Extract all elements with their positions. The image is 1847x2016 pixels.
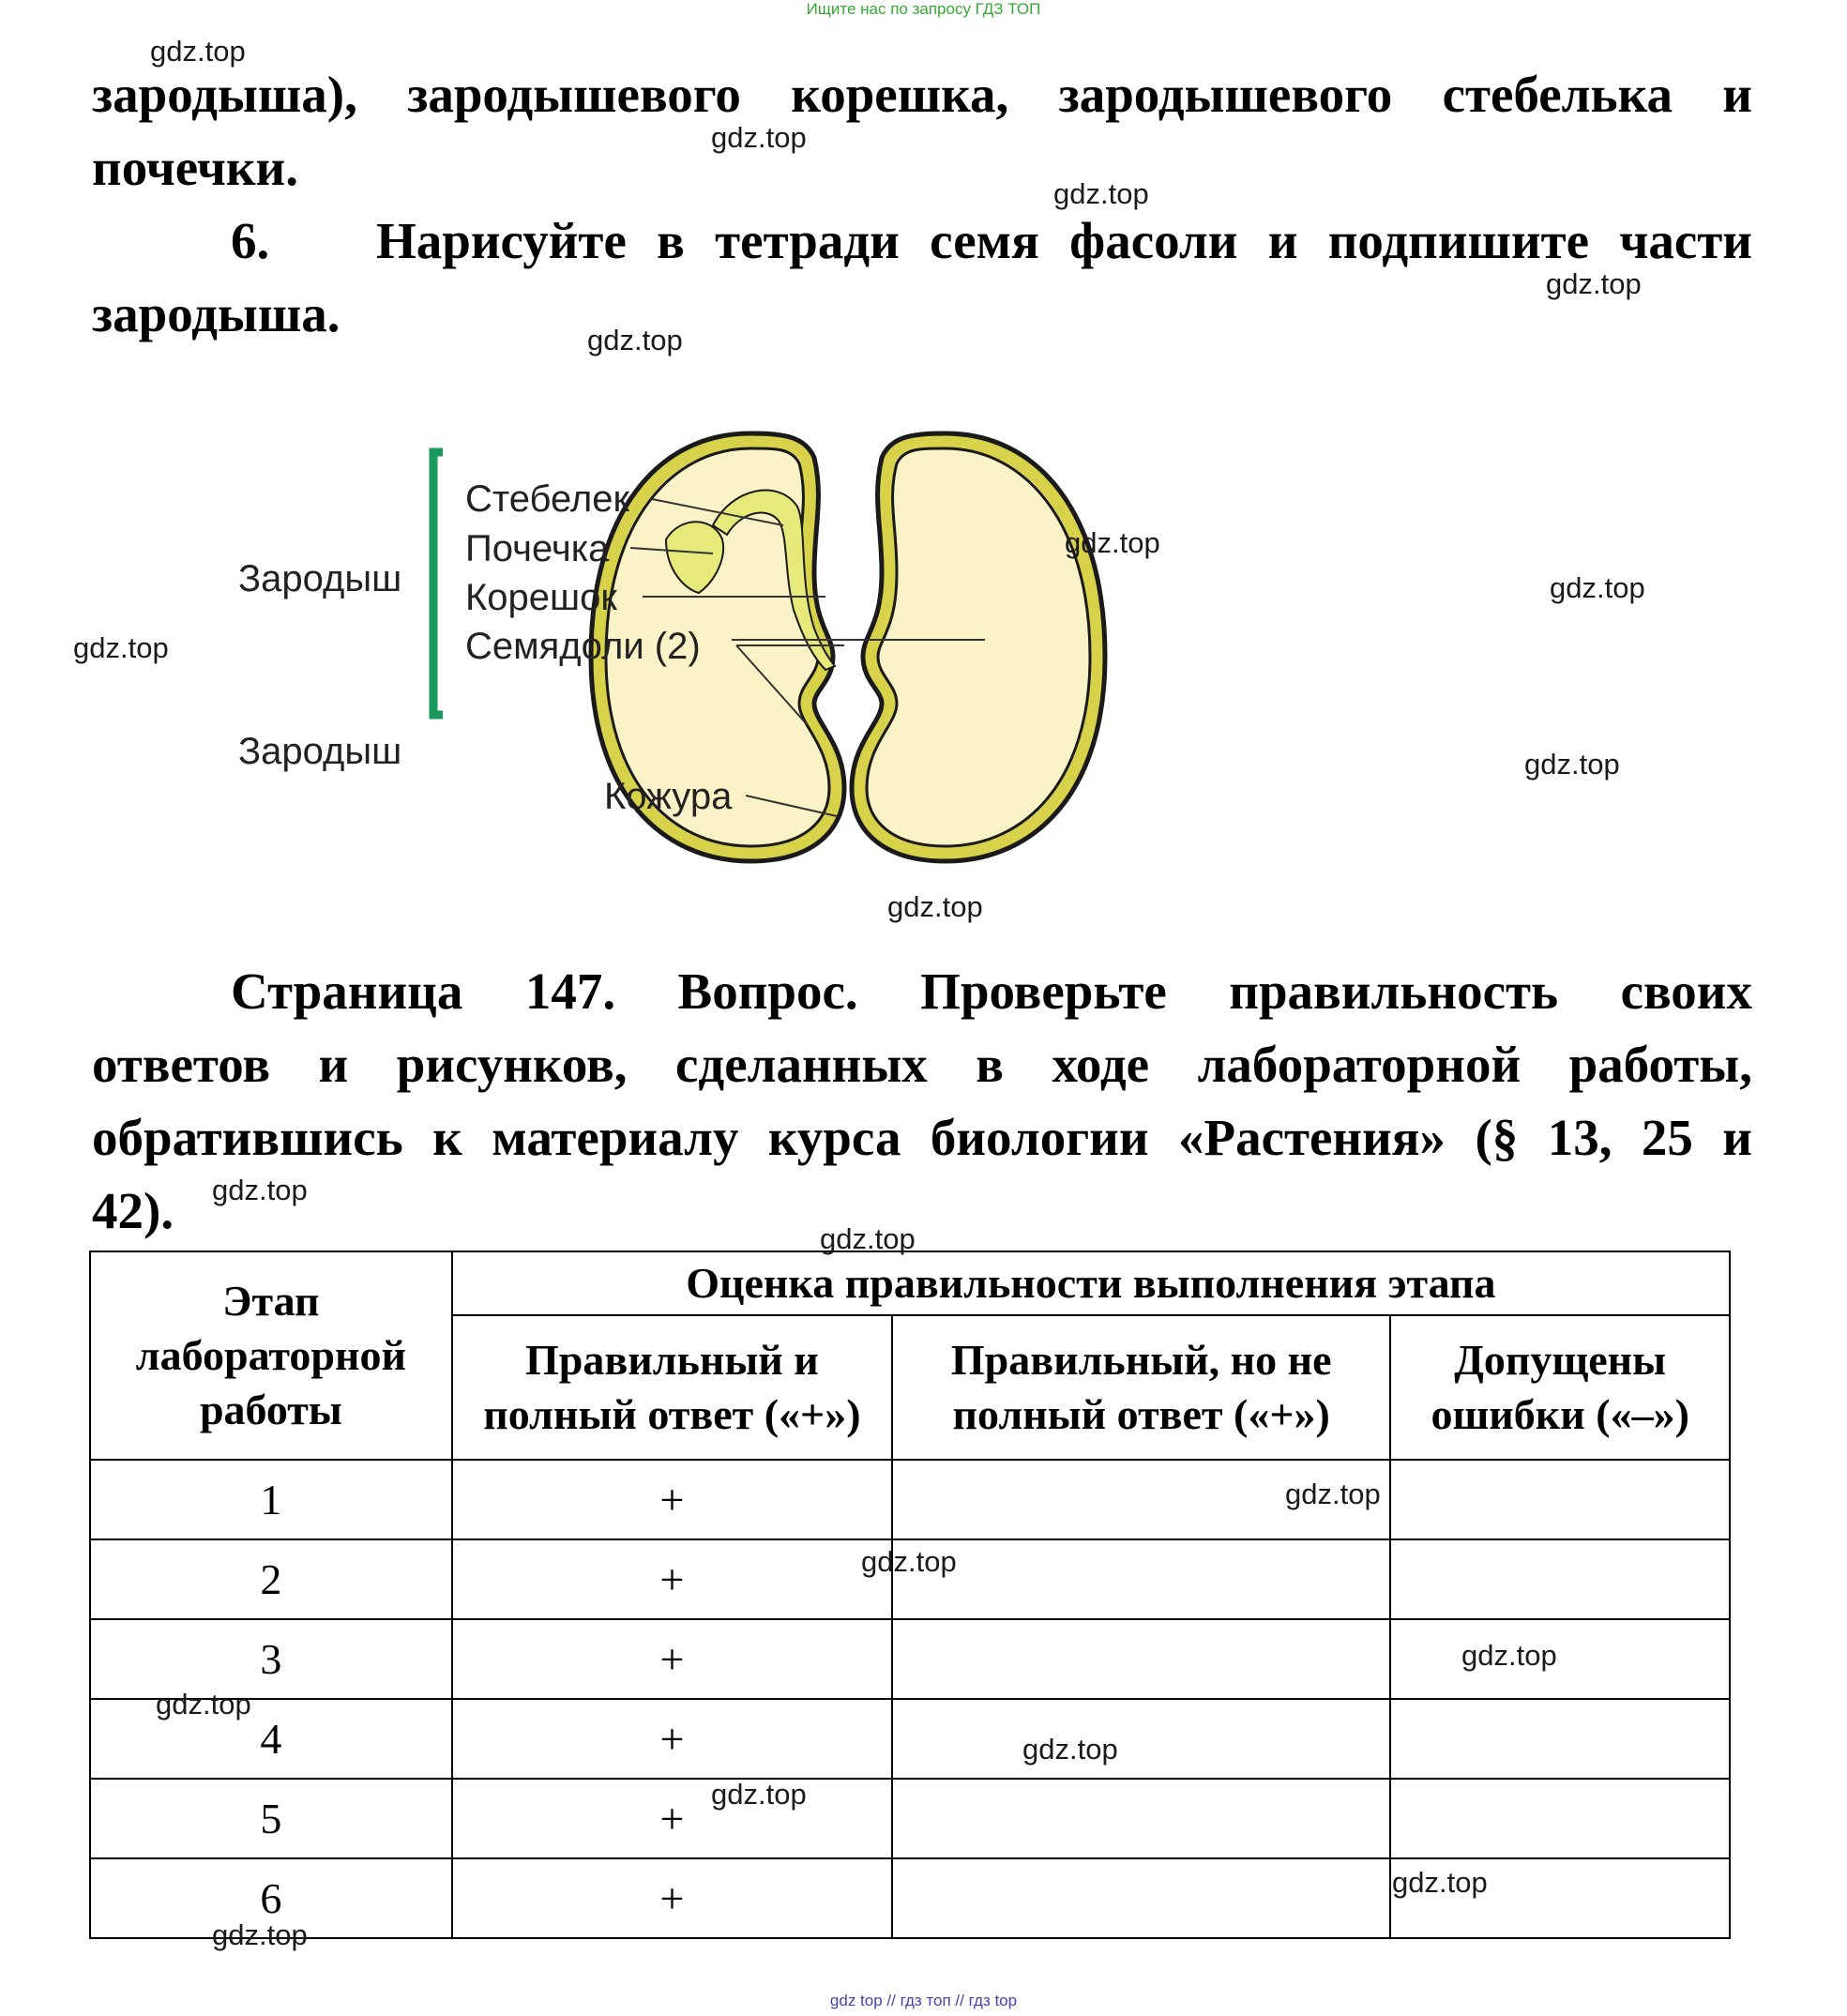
cell-correct-full: + xyxy=(452,1699,892,1779)
table-row xyxy=(90,1460,1730,1539)
header-evaluation: Оценка правильности выполнения этапа xyxy=(452,1251,1730,1315)
cell-errors xyxy=(1390,1699,1730,1779)
watermark: gdz.top xyxy=(887,890,983,923)
cell-stage: 4 xyxy=(90,1699,452,1779)
watermark: gdz.top xyxy=(820,1222,916,1255)
watermark: gdz.top xyxy=(1524,748,1620,781)
bean-seed-figure xyxy=(225,347,1276,891)
cell-correct-full: + xyxy=(452,1619,892,1699)
question-text: Страница 147. Вопрос. Проверьте правильность своих xyxy=(231,963,1752,1020)
watermark: gdz.top xyxy=(711,1778,807,1811)
cell-stage: 1 xyxy=(90,1460,452,1539)
table-row xyxy=(90,1779,1730,1858)
cell-errors xyxy=(1390,1779,1730,1858)
question-6 xyxy=(92,205,1752,278)
header-stage: Этап лабораторной работы xyxy=(90,1251,452,1460)
cell-correct-incomplete xyxy=(892,1539,1390,1619)
watermark: gdz.top xyxy=(156,1688,251,1720)
question-text: Нарисуйте в тетради семя фасоли и подпишите части xyxy=(376,212,1752,269)
watermark: gdz.top xyxy=(1550,571,1645,604)
cell-stage: 6 xyxy=(90,1858,452,1938)
cell-stage: 3 xyxy=(90,1619,452,1699)
watermark: gdz.top xyxy=(73,631,169,664)
label-coat: Кожура xyxy=(604,776,733,817)
watermark: gdz.top xyxy=(150,35,246,68)
right-cotyledon xyxy=(859,441,1098,854)
question-line: зародыша. xyxy=(92,285,341,342)
cell-correct-full: + xyxy=(452,1779,892,1858)
watermark: gdz.top xyxy=(1022,1733,1118,1766)
question-line: 42). xyxy=(92,1182,174,1239)
answer-line: зародыша), зародышевого корешка, зародышевого стебелька и xyxy=(92,66,1752,123)
cell-stage: 2 xyxy=(90,1539,452,1619)
header-correct-full: Правильный и полный ответ («+») xyxy=(452,1315,892,1460)
watermark: gdz.top xyxy=(212,1174,308,1206)
cell-errors xyxy=(1390,1539,1730,1619)
label-cotyledons: Семядоли (2) xyxy=(465,626,701,667)
watermark: gdz.top xyxy=(1546,267,1642,300)
footer: gdz top // гдз топ // гдз top xyxy=(829,1992,1018,2009)
cell-correct-incomplete xyxy=(892,1619,1390,1699)
header-correct-incomplete: Правильный, но не полный ответ («+») xyxy=(892,1315,1390,1460)
cell-correct-full: + xyxy=(452,1539,892,1619)
watermark: gdz.top xyxy=(1461,1639,1557,1672)
label-bud: Почечка xyxy=(465,528,610,569)
cell-correct-full: + xyxy=(452,1460,892,1539)
watermark: gdz.top xyxy=(1285,1478,1381,1510)
watermark: gdz.top xyxy=(861,1545,957,1578)
watermark: gdz.top xyxy=(711,121,807,154)
label-embryo: Зародыш xyxy=(238,558,402,599)
answer-line: почечки. xyxy=(92,139,298,196)
watermark: gdz.top xyxy=(587,324,683,356)
label-root: Корешок xyxy=(465,577,617,618)
label-stem: Стебелек xyxy=(465,478,630,520)
question-number: 6. xyxy=(231,212,270,269)
top-banner: Ищите нас по запросу ГДЗ ТОП xyxy=(806,0,1041,18)
cell-correct-incomplete xyxy=(892,1858,1390,1938)
question-line: ответов и рисунков, сделанных в ходе лабораторной работы, xyxy=(92,1036,1752,1093)
cell-errors xyxy=(1390,1619,1730,1699)
cell-errors xyxy=(1390,1460,1730,1539)
header-errors: Допущены ошибки («–») xyxy=(1390,1315,1730,1460)
watermark: gdz.top xyxy=(212,1918,308,1951)
question-line: обратившись к материалу курса биологии «Растения» (§ 13, 25 и xyxy=(92,1109,1752,1166)
watermark: gdz.top xyxy=(1053,177,1149,210)
watermark: gdz.top xyxy=(1065,526,1160,559)
evaluation-table xyxy=(89,1251,1731,1939)
cell-correct-incomplete xyxy=(892,1779,1390,1858)
label-embryo-lower: Зародыш xyxy=(238,731,402,772)
cell-correct-full: + xyxy=(452,1858,892,1938)
table-row xyxy=(90,1699,1730,1779)
watermark: gdz.top xyxy=(1392,1866,1488,1899)
question-147 xyxy=(92,955,1752,1028)
cell-stage: 5 xyxy=(90,1779,452,1858)
cell-correct-incomplete xyxy=(892,1699,1390,1779)
